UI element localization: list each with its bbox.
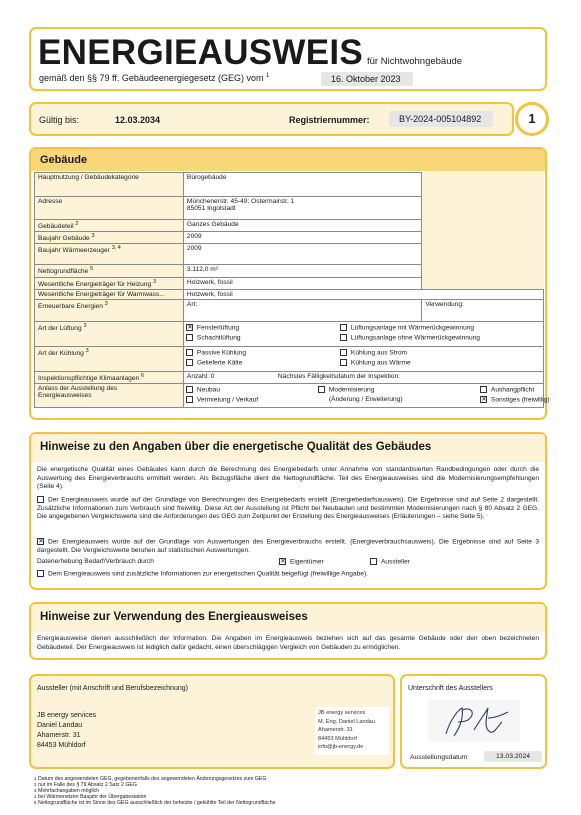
address-label: Adresse <box>35 197 184 220</box>
usage-text: Energieausweise dienen ausschließlich der Information. Die Angaben im Energieausweis beziehen sich auf das gesamte Gebäude oder den oben bezeichneten Gebäudeteil. Der Energieausweis ist lediglich dafür gedacht, einen überschlägigen Vergleich von Gebäuden zu ermöglichen. <box>37 635 539 651</box>
issuer-label: Aussteller (mit Anschrift und Berufsbezeichnung) <box>37 685 188 692</box>
validity-box <box>29 102 514 136</box>
usage-box <box>29 602 547 660</box>
cooling-label: Art der Kühlung $^3$ <box>35 346 184 371</box>
checkbox-rent-sale[interactable] <box>186 396 193 403</box>
issuer-box <box>29 674 395 769</box>
usage-label: Hauptnutzung / Gebäudekategorie <box>35 173 184 197</box>
footnote-5: 5 Nettogrundfläche ist im Sinne des GEG ausschließlich der beheizte / gekühlte Teil der Nettogrundfläche <box>34 800 276 806</box>
checkbox-cooling-heat[interactable] <box>340 359 347 366</box>
quality-option-consumption: ✕Der Energieausweis wurde auf der Grundlage von Auswertungen des Energieverbrauchs erstellt. (Energieverbrauchsausweis). Die Ergebnisse sind auf Seite 3 dargestellt. Die Vergleichswerte beruhen auf statistischen Auswertungen. <box>37 538 539 555</box>
checkbox-passive-cooling[interactable] <box>186 349 193 356</box>
checkbox-cooling-electric[interactable] <box>340 349 347 356</box>
valid-until-value: 12.03.2034 <box>115 115 161 125</box>
checkbox-display-duty[interactable] <box>480 386 487 393</box>
ac-info: Anzahl: 0 Nächstes Fälligkeitsdatum der Inspektion: <box>183 371 543 383</box>
building-table <box>34 172 550 408</box>
modernisation-note: (Änderung / Erweiterung) <box>328 395 403 403</box>
issuer-stamp: JB energy services M. Eng. Daniel Landau Ahamerstr. 31 84453 Mühldorf info@jb-energy.de <box>315 707 389 755</box>
checkbox-additional-info[interactable] <box>37 570 44 577</box>
issue-date-label: Ausstellungsdatum <box>410 754 468 761</box>
address-value: Münchenerstr. 45-49; Ostermairstr. 1 85051 Ingolstadt <box>183 197 421 220</box>
area-value: 3.112,0 m² <box>183 265 421 277</box>
reason-label: Anlass der Ausstellung des Energieausweises <box>35 383 184 407</box>
renewables-label: Erneuerbare Energien $^3$ <box>35 299 184 321</box>
heating-carrier-label: Wesentliche Energieträger für Heizung $^3$ <box>35 277 184 289</box>
checkbox-new-build[interactable] <box>186 386 193 393</box>
heating-carrier-value: Holzwerk, fossil <box>183 277 421 289</box>
footnote-1: 1 Datum des angewendeten GEG, gegebenenfalls des angewendeten Änderungsgesetzes zum GEG <box>34 776 267 782</box>
valid-until-label: Gültig bis: <box>39 115 80 125</box>
signature-area <box>428 700 520 742</box>
checkbox-other-voluntary[interactable] <box>480 396 487 403</box>
quality-heading: Hinweise zu den Angaben über die energetische Qualität des Gebäudes <box>31 434 545 462</box>
quality-option-additional: Dem Energieausweis sind zusätzliche Informationen zur energetischen Qualität beigefügt (freiwillige Angabe). <box>37 570 539 579</box>
heatgen-value: 2009 <box>183 244 421 265</box>
page-number-badge: 1 <box>515 102 549 136</box>
quality-box <box>29 432 547 590</box>
data-collection-label: Datenerhebung Bedarf/Verbrauch durch <box>37 558 154 565</box>
checkbox-consumption-certificate[interactable] <box>37 538 44 545</box>
registration-number: BY-2024-005104892 <box>389 111 493 127</box>
renewables-type: Art: <box>183 299 421 321</box>
part-value: Ganzes Gebäude <box>183 220 421 232</box>
footnote-4: 4 bei Wärmenetzen Baujahr der Übergabestation <box>34 794 147 800</box>
footnote-3: 3 Mehrfachangaben möglich <box>34 788 100 794</box>
law-date: 16. Oktober 2023 <box>321 72 413 86</box>
checkbox-demand-certificate[interactable] <box>37 496 44 503</box>
heatgen-label: Baujahr Wärmeerzeuger $^{3, 4}$ <box>35 244 184 265</box>
collection-owner: ✕ Eigentümer <box>279 558 324 567</box>
checkbox-delivered-cold[interactable] <box>186 359 193 366</box>
usage-value: Bürogebäude <box>183 173 421 197</box>
issue-date-value: 13.03.2024 <box>484 751 542 762</box>
signature-label: Unterschrift des Ausstellers <box>408 685 493 692</box>
collection-issuer: Aussteller <box>370 558 410 567</box>
footnote-2: 2 nur im Falle des § 79 Absatz 2 Satz 2 GEG <box>34 782 137 788</box>
checkbox-window-vent[interactable] <box>186 324 193 331</box>
area-label: Nettogrundfläche $^5$ <box>35 265 184 277</box>
checkbox-vent-without-recovery[interactable] <box>340 334 347 341</box>
signature-image <box>428 700 520 742</box>
part-label: Gebäudeteil $^2$ <box>35 220 184 232</box>
checkbox-vent-with-recovery[interactable] <box>340 324 347 331</box>
quality-option-demand: Der Energieausweis wurde auf der Grundlage von Berechnungen des Energiebedarfs erstellt (Energiebedarfsausweis). Die Ergebnisse sind auf Seite 2 dargestellt. Zusätzliche Informationen zum Verbrauch sind freiwillig. Diese Art der Ausstellung ist Pflicht bei Neubauten und bestimmten Modernisierungen nach § 80 Absatz 2 GEG. Die angegebenen Vergleichswerte sind die Anforderungen des GEG zum Zeitpunkt der Erstellung des Energieausweises (Erläuterungen – siehe Seite 5). <box>37 496 539 521</box>
issuer-address: JB energy services Daniel Landau Ahamerstr. 31 84453 Mühldorf <box>37 712 97 749</box>
checkbox-shaft-vent[interactable] <box>186 334 193 341</box>
reason-options: Neubau Vermietung / Verkauf Modernisierung (Änderung / Erweiterung) Aushangpflicht ✕Sonstiges (freiwillig) <box>183 383 543 407</box>
year-label: Baujahr Gebäude $^3$ <box>35 232 184 244</box>
checkbox-modernisation[interactable] <box>318 386 325 393</box>
page-title: ENERGIEAUSWEIS <box>38 33 364 72</box>
checkbox-issuer[interactable] <box>370 558 377 565</box>
law-reference: gemäß den §§ 79 ff. Gebäudeenergiegesetz (GEG) vom $^1$ <box>39 73 270 83</box>
ventilation-options: ✕ Fensterlüftung Schachtlüftung Lüftungsanlage mit Wärmerückgewinnung Lüftungsanlage ohne Wärmerückgewinnung <box>183 321 543 346</box>
water-carrier-value: Holzwerk, fossil <box>183 289 543 299</box>
quality-intro: Die energetische Qualität eines Gebäudes kann durch die Berechnung des Energiebedarfs unter Annahme von standardisierten Randbedingungen oder durch die Auswertung des Energieverbrauchs ermittelt werden. Als Bezugsfläche dient die Nettogrundfläche. Teil des Energieausweises sind die Modernisierungsempfehlungen (Seite 4). <box>37 466 539 491</box>
ac-label: Inspektionspflichtige Klimaanlagen $^6$ <box>35 371 184 383</box>
cooling-options: Passive Kühlung Gelieferte Kälte Kühlung aus Strom Kühlung aus Wärme <box>183 346 543 371</box>
ventilation-label: Art der Lüftung $^3$ <box>35 321 184 346</box>
registration-label: Registriernummer: <box>289 115 370 125</box>
building-heading: Gebäude <box>31 149 545 171</box>
building-box <box>29 147 550 420</box>
year-value: 2009 <box>183 232 421 244</box>
checkbox-owner[interactable] <box>279 558 286 565</box>
title-subtitle: für Nichtwohngebäude <box>367 56 463 67</box>
title-box <box>29 27 547 91</box>
water-carrier-label: Wesentliche Energieträger für Warmwass... <box>35 289 184 299</box>
renewables-use: Verwendung: <box>422 299 544 321</box>
signature-box <box>400 674 547 769</box>
usage-heading: Hinweise zur Verwendung des Energieausweises <box>31 604 545 632</box>
